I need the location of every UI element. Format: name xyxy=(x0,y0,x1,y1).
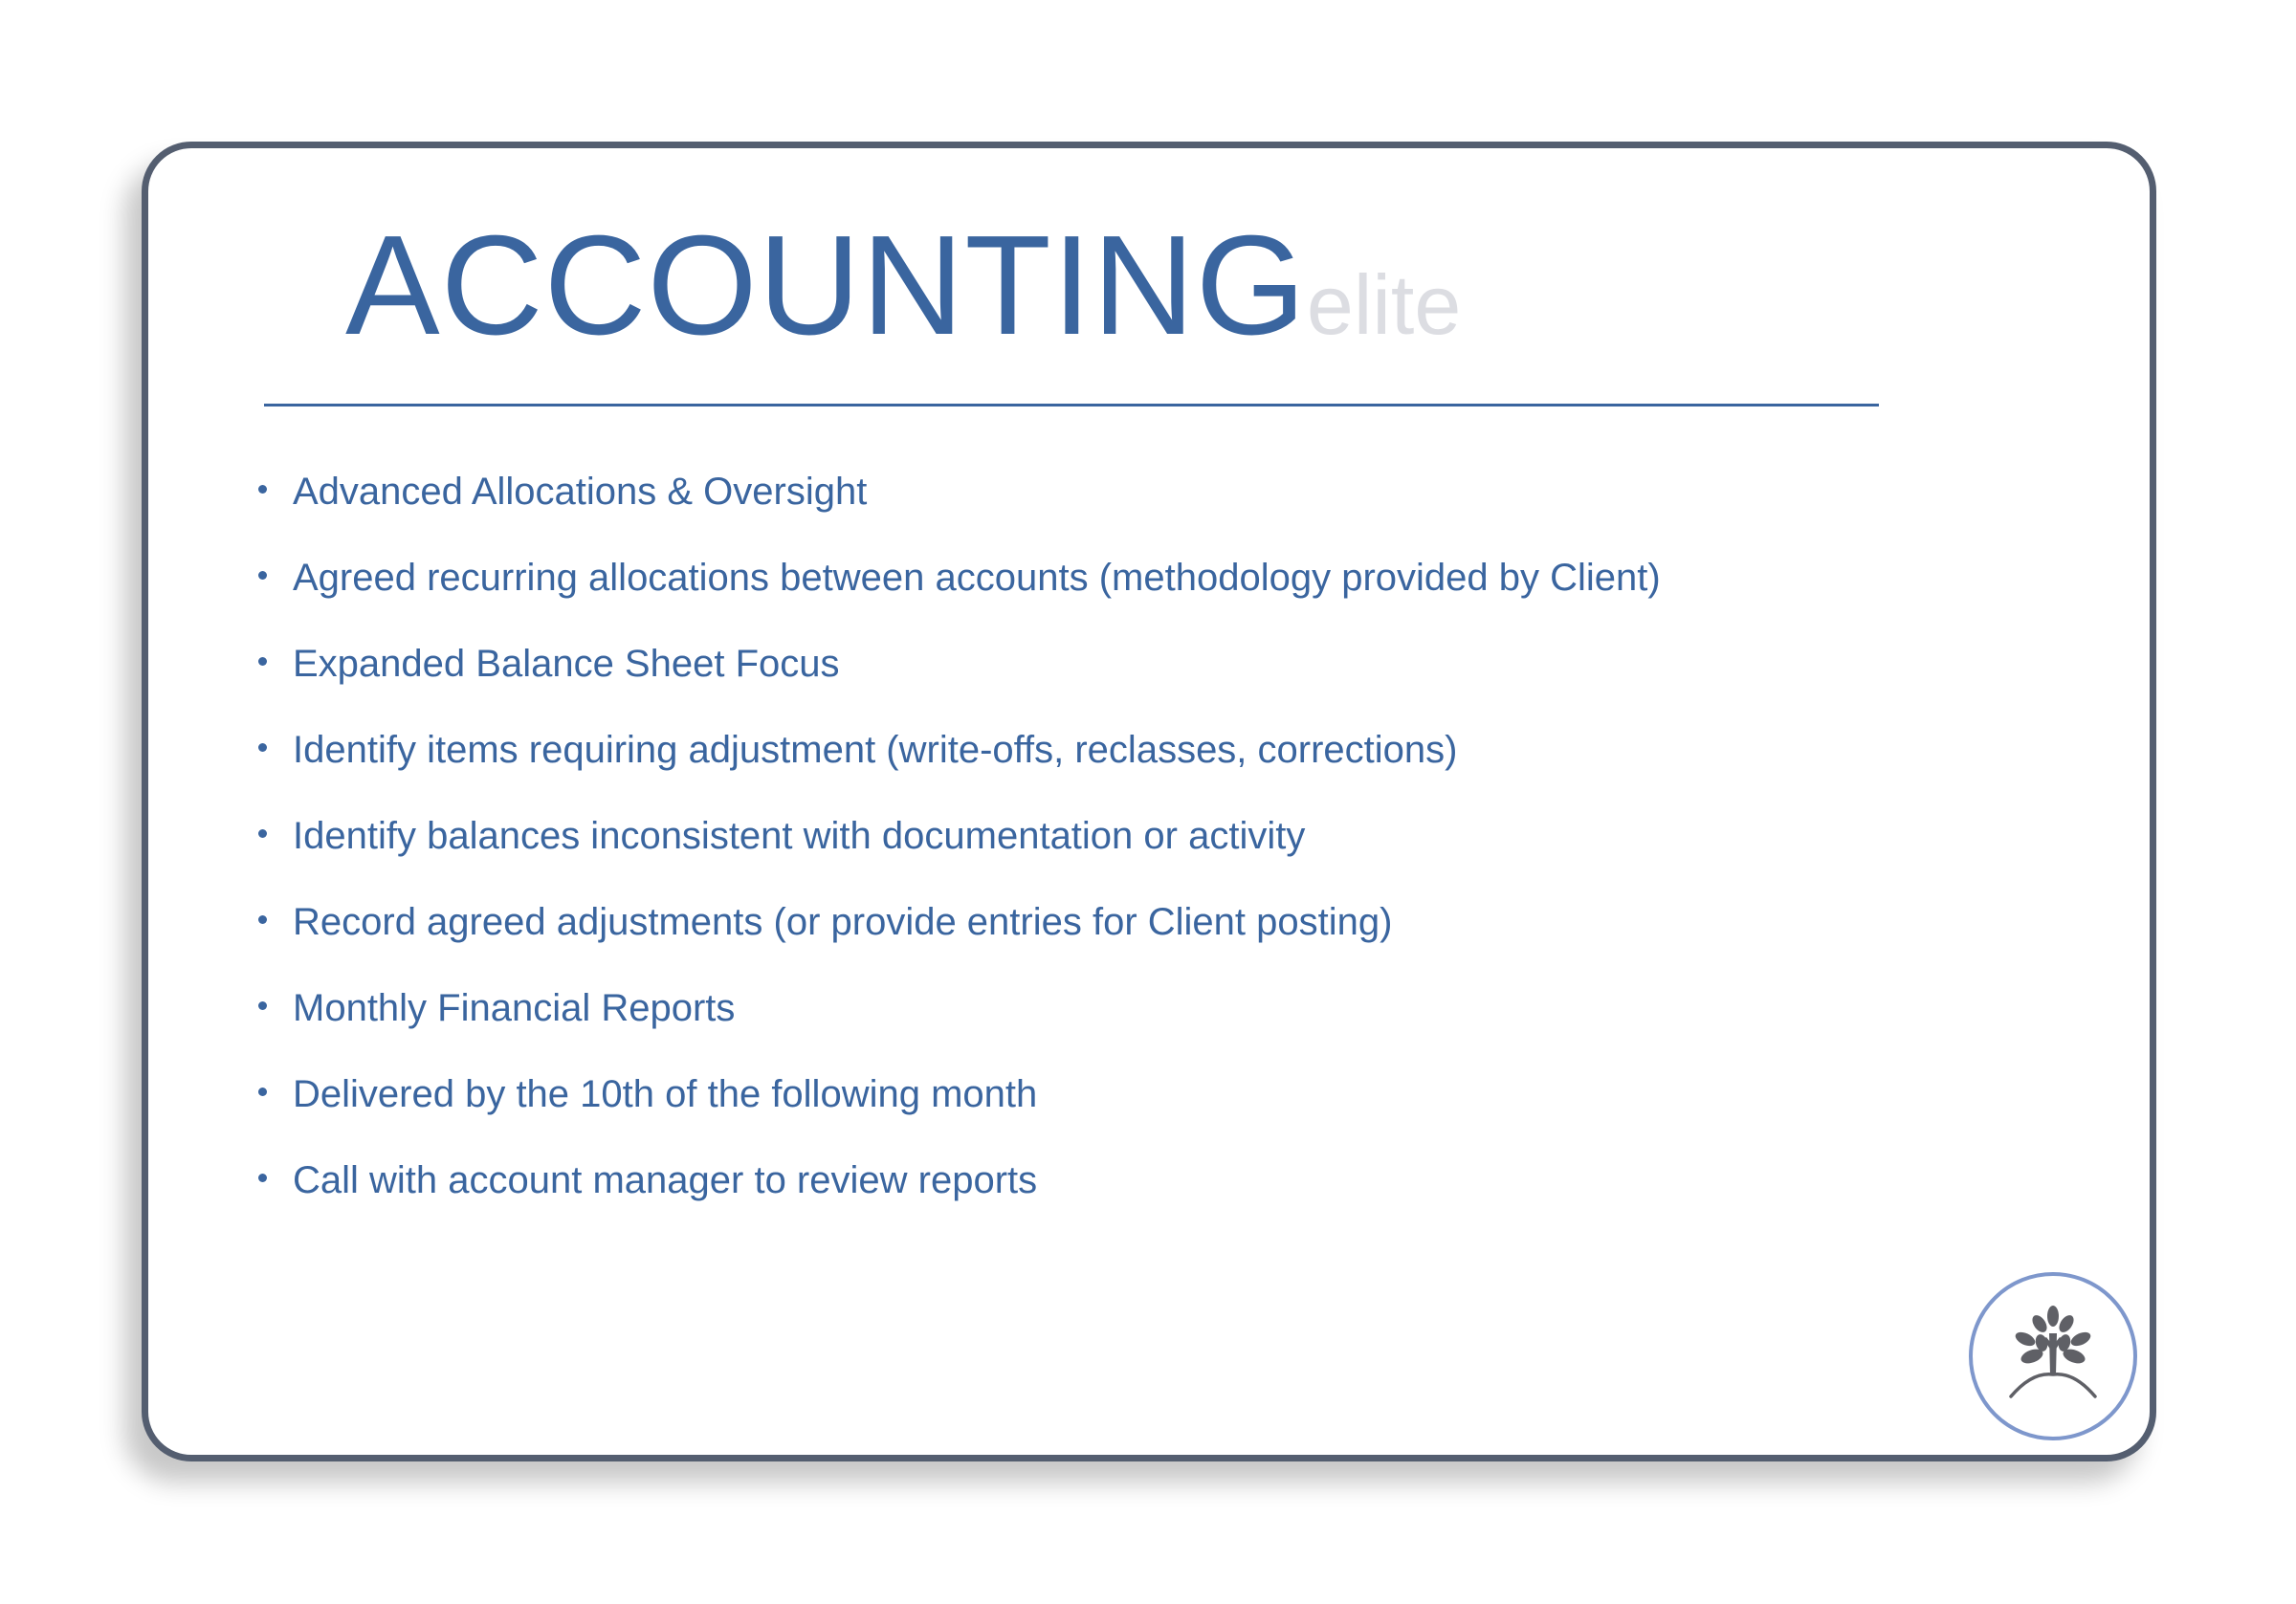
list-item xyxy=(258,989,1661,1075)
list-item-text: Identify items requiring adjustment (write-offs, reclasses, corrections) xyxy=(293,729,1458,771)
bullet-icon xyxy=(258,657,267,666)
bullet-icon xyxy=(258,1174,267,1182)
list-item-text: Monthly Financial Reports xyxy=(293,987,736,1029)
list-item-text: Record agreed adjustments (or provide entries for Client posting) xyxy=(293,901,1393,943)
list-item-text: Delivered by the 10th of the following month xyxy=(293,1073,1038,1115)
list-item xyxy=(258,472,1661,559)
bullet-icon xyxy=(258,571,267,580)
list-item xyxy=(258,817,1661,903)
bullet-icon xyxy=(258,485,267,494)
card-title xyxy=(345,207,1462,364)
list-item-text: Call with account manager to review reports xyxy=(293,1159,1038,1201)
service-card xyxy=(142,142,2156,1461)
bullet-icon xyxy=(258,829,267,838)
bullet-icon xyxy=(258,1001,267,1010)
bullet-icon xyxy=(258,1088,267,1096)
list-item xyxy=(258,645,1661,731)
list-item xyxy=(258,1075,1661,1161)
tree-logo-icon xyxy=(1973,1276,2133,1437)
list-item xyxy=(258,1161,1661,1247)
bullet-icon xyxy=(258,743,267,752)
title-main: ACCOUNTING xyxy=(345,207,1307,364)
bullet-icon xyxy=(258,915,267,924)
title-sub: elite xyxy=(1306,257,1462,352)
list-item-text: Identify balances inconsistent with documentation or activity xyxy=(293,815,1306,857)
feature-list xyxy=(258,472,1661,1247)
company-logo xyxy=(1969,1272,2137,1440)
title-divider xyxy=(264,404,1879,406)
list-item-text: Expanded Balance Sheet Focus xyxy=(293,643,840,685)
list-item xyxy=(258,731,1661,817)
list-item-text: Advanced Allocations & Oversight xyxy=(293,471,868,513)
list-item xyxy=(258,903,1661,989)
list-item xyxy=(258,559,1661,645)
list-item-text: Agreed recurring allocations between accounts (methodology provided by Client) xyxy=(293,557,1661,599)
